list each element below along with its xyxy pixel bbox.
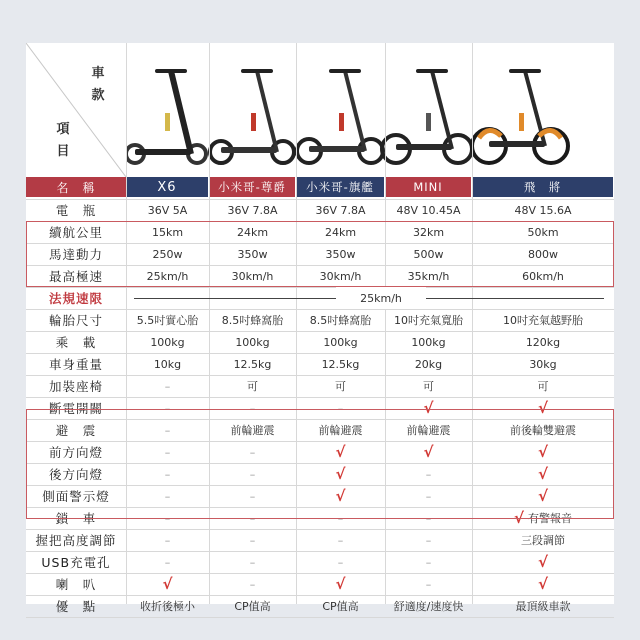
row-label: 加裝座椅 — [48, 379, 103, 394]
row-label: 法規速限 — [48, 291, 103, 306]
row-divider — [26, 617, 614, 618]
table-cell: √ — [537, 465, 548, 483]
scooter-1-image — [126, 71, 206, 163]
row-label: 續航公里 — [48, 225, 103, 240]
table-cell: 36V 5A — [147, 203, 188, 217]
table-cell: 25km/h — [146, 269, 189, 283]
table-cell: √ — [335, 443, 346, 461]
table-cell: – — [337, 511, 344, 525]
table-cell: 可 — [423, 380, 434, 393]
row-label: 前方向燈 — [48, 445, 103, 460]
row-label: 車身重量 — [48, 357, 103, 372]
table-cell: – — [337, 401, 344, 415]
table-cell: 30km/h — [319, 269, 362, 283]
table-cell: 100kg — [150, 335, 185, 349]
table-cell: 8.5吋蜂窩胎 — [221, 314, 284, 327]
table-cell: √ — [162, 575, 173, 593]
table-cell: 5.5吋實心胎 — [136, 314, 199, 327]
table-cell: 36V 7.8A — [315, 203, 366, 217]
table-cell: – — [249, 467, 256, 481]
cell-note: 有警報音 — [528, 512, 572, 525]
table-cell: 可 — [537, 380, 549, 393]
scooter-2-image — [210, 71, 294, 163]
table-cell: CP值高 — [322, 600, 359, 613]
table-cell: 10吋充氣寬胎 — [394, 314, 463, 327]
speed-limit-value: 25km/h — [336, 287, 426, 309]
table-cell: – — [337, 533, 344, 547]
table-cell: 10吋充氣越野胎 — [503, 314, 583, 327]
table-cell: 收折後極小 — [140, 600, 195, 613]
table-cell: 前輪避震 — [406, 424, 451, 437]
table-cell: – — [249, 533, 256, 547]
row-label: 斷電開關 — [48, 401, 103, 416]
table-cell: √ — [335, 465, 346, 483]
table-cell: 前輪避震 — [230, 424, 275, 437]
table-cell: √ — [423, 399, 434, 417]
row-label: 鎖 車 — [55, 511, 97, 526]
table-cell: 60km/h — [522, 269, 564, 283]
table-cell: √ — [335, 487, 346, 505]
corner-top-label: 車 款 — [91, 66, 105, 103]
table-cell: 三段調節 — [521, 534, 565, 547]
table-cell: – — [164, 467, 171, 481]
table-cell: 10kg — [153, 357, 182, 371]
table-cell: 48V 10.45A — [396, 203, 461, 217]
table-cell: 50km — [527, 225, 559, 239]
row-label: 乘 載 — [55, 335, 97, 350]
table-cell: – — [164, 401, 171, 415]
table-cell: 30km/h — [231, 269, 274, 283]
check-icon: √ — [513, 509, 524, 527]
row-label: 優 點 — [55, 599, 97, 614]
table-cell: √ — [537, 553, 548, 571]
row-label: 側面警示燈 — [42, 489, 110, 504]
table-cell: – — [164, 511, 171, 525]
table-cell: √ — [335, 575, 346, 593]
table-cell: 15km — [151, 225, 184, 239]
scooter-images — [126, 43, 614, 177]
table-cell: – — [164, 533, 171, 547]
model-header-3: 小米哥-旗艦 — [296, 177, 384, 197]
table-cell: – — [164, 489, 171, 503]
row-label: 馬達動力 — [48, 247, 103, 262]
table-cell: 250w — [152, 247, 183, 261]
table-cell: √ — [537, 399, 548, 417]
row-label: 喇 叭 — [55, 577, 97, 592]
table-cell: 24km — [324, 225, 357, 239]
table-cell: 舒適度/速度快 — [393, 600, 464, 613]
table-cell: – — [425, 577, 432, 591]
model-header-1: X6 — [126, 177, 208, 197]
table-cell: CP值高 — [234, 600, 271, 613]
table-cell: 48V 15.6A — [514, 203, 572, 217]
table-cell: – — [249, 511, 256, 525]
table-cell: 100kg — [235, 335, 270, 349]
table-cell: – — [249, 489, 256, 503]
table-cell: 可 — [247, 380, 258, 393]
table-cell: 8.5吋蜂窩胎 — [309, 314, 372, 327]
table-cell: – — [164, 445, 171, 459]
table-cell: 最頂級車款 — [515, 600, 571, 613]
scooter-4-image — [382, 71, 472, 163]
table-cell: 12.5kg — [321, 357, 360, 371]
table-cell: – — [425, 467, 432, 481]
table-cell: – — [164, 423, 171, 437]
table-cell: – — [425, 511, 432, 525]
table-cell: 350w — [237, 247, 268, 261]
comparison-sheet — [26, 43, 614, 614]
row-label: USB充電孔 — [41, 555, 111, 570]
table-cell: √ — [423, 443, 434, 461]
table-cell: 800w — [528, 247, 558, 261]
row-label: 電 瓶 — [55, 203, 97, 218]
table-cell: – — [249, 555, 256, 569]
table-cell: 120kg — [525, 335, 561, 349]
model-header-2: 小米哥-尊爵 — [209, 177, 295, 197]
table-cell: 24km — [236, 225, 269, 239]
table-cell: – — [249, 445, 256, 459]
table-cell: – — [425, 533, 432, 547]
table-cell: 20kg — [414, 357, 443, 371]
table-cell: √ — [537, 443, 548, 461]
table-cell: √ — [537, 487, 548, 505]
scooter-5-image — [472, 71, 568, 163]
row-label: 後方向燈 — [48, 467, 103, 482]
table-cell: – — [425, 555, 432, 569]
table-cell: √ — [537, 575, 548, 593]
name-header: 名 稱 — [26, 177, 126, 197]
table-cell: 32km — [412, 225, 445, 239]
table-cell: – — [164, 555, 171, 569]
table-cell: 前後輪雙避震 — [510, 424, 576, 437]
scooter-3-image — [297, 71, 383, 163]
table-cell: 可 — [335, 380, 346, 393]
table-cell: 100kg — [323, 335, 358, 349]
table-cell: 35km/h — [407, 269, 450, 283]
table-cell: – — [164, 379, 171, 393]
table-cell: – — [425, 489, 432, 503]
table-cell: – — [249, 577, 256, 591]
table-cell: 350w — [325, 247, 356, 261]
row-label: 避 震 — [55, 423, 97, 438]
table-cell: – — [249, 401, 256, 415]
table-cell: 100kg — [411, 335, 446, 349]
row-label: 輪胎尺寸 — [48, 313, 103, 328]
model-header-5: 飛 將 — [472, 177, 613, 197]
model-header-4: MINI — [385, 177, 471, 197]
table-cell: 30kg — [529, 357, 557, 371]
table-cell — [472, 507, 614, 529]
table-cell: 前輪避震 — [318, 424, 363, 437]
table-cell: 500w — [413, 247, 444, 261]
table-cell: – — [337, 555, 344, 569]
corner-side-label: 項 目 — [56, 122, 70, 159]
table-cell: 36V 7.8A — [227, 203, 278, 217]
row-label: 最高極速 — [48, 269, 103, 284]
table-cell: 12.5kg — [233, 357, 272, 371]
row-label: 握把高度調節 — [35, 533, 117, 548]
